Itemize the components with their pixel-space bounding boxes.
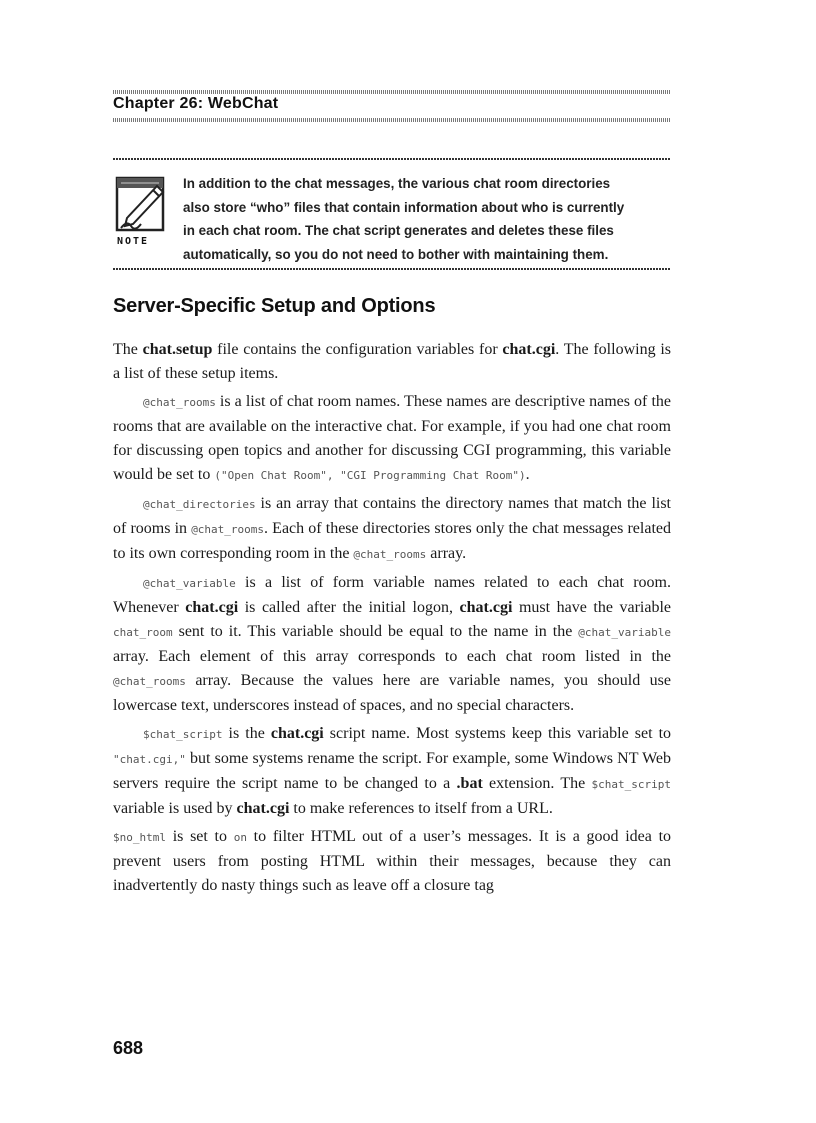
note-line: In addition to the chat messages, the various chat room directories: [183, 176, 611, 191]
section-heading: Server-Specific Setup and Options: [113, 295, 436, 317]
paragraph-intro: The chat.setup file contains the configuration variables for chat.cgi. The following is a list of these setup items.: [113, 341, 671, 382]
note-line: automatically, so you do not need to bother with maintaining them.: [183, 246, 609, 262]
note-dotted-rule-top: [113, 158, 670, 160]
header-rule-top: [113, 90, 670, 94]
note-line: in each chat room. The chat script generates and deletes these files: [183, 223, 614, 238]
paragraph-chat-directories: @chat_directories is an array that contains the directory names that match the list of rooms in @chat_rooms. Each of these directories stores only the chat messages related to its own corresponding room in the @chat_rooms array.: [113, 495, 672, 562]
header-rule-bottom: [113, 118, 670, 122]
body-text: [113, 338, 671, 898]
page-number: 688: [113, 1038, 144, 1058]
note-label: NOTE: [117, 236, 150, 247]
note-line: also store “who” files that contain information about who is currently: [183, 199, 625, 215]
paragraph-chat-script: $chat_script is the chat.cgi script name. Most systems keep this variable set to "chat.cgi," but some systems rename the script. For example, some Windows NT Web servers require the script name to be changed to a .bat extension. The $chat_script variable is used by chat.cgi to make references to itself from a URL.: [113, 725, 672, 817]
note-text: [183, 172, 673, 266]
note-box: [113, 158, 670, 270]
paragraph-chat-variable: @chat_variable is a list of form variable names related to each chat room. Whenever chat.cgi is called after the initial logon, chat.cgi must have the variable chat_room sent to it. This variable should be equal to the name in the @chat_variable array. Each element of this array corresponds to each chat room listed in the @chat_rooms array. Because the values here are variable names, you should use lowercase text, underscores instead of spaces, and no special characters.: [113, 574, 672, 714]
paragraph-no-html: $no_html is set to on to filter HTML out of a user’s messages. It is a good idea to prevent users from posting HTML within their messages, because they can inadvertently do nasty things such as leave off a closure tag: [113, 828, 672, 894]
paragraph-chat-rooms: @chat_rooms is a list of chat room names. These names are descriptive names of the rooms that are available on the interactive chat. For example, if you had one chat room for discussing open topics and another for discussing CGI programming, this variable would be set to ("Open Chat Room", "CGI Programming Chat Room").: [113, 393, 671, 483]
pencil-note-icon: [113, 174, 171, 244]
chapter-title: Chapter 26: WebChat: [113, 95, 279, 112]
note-dotted-rule-bottom: [113, 268, 670, 270]
